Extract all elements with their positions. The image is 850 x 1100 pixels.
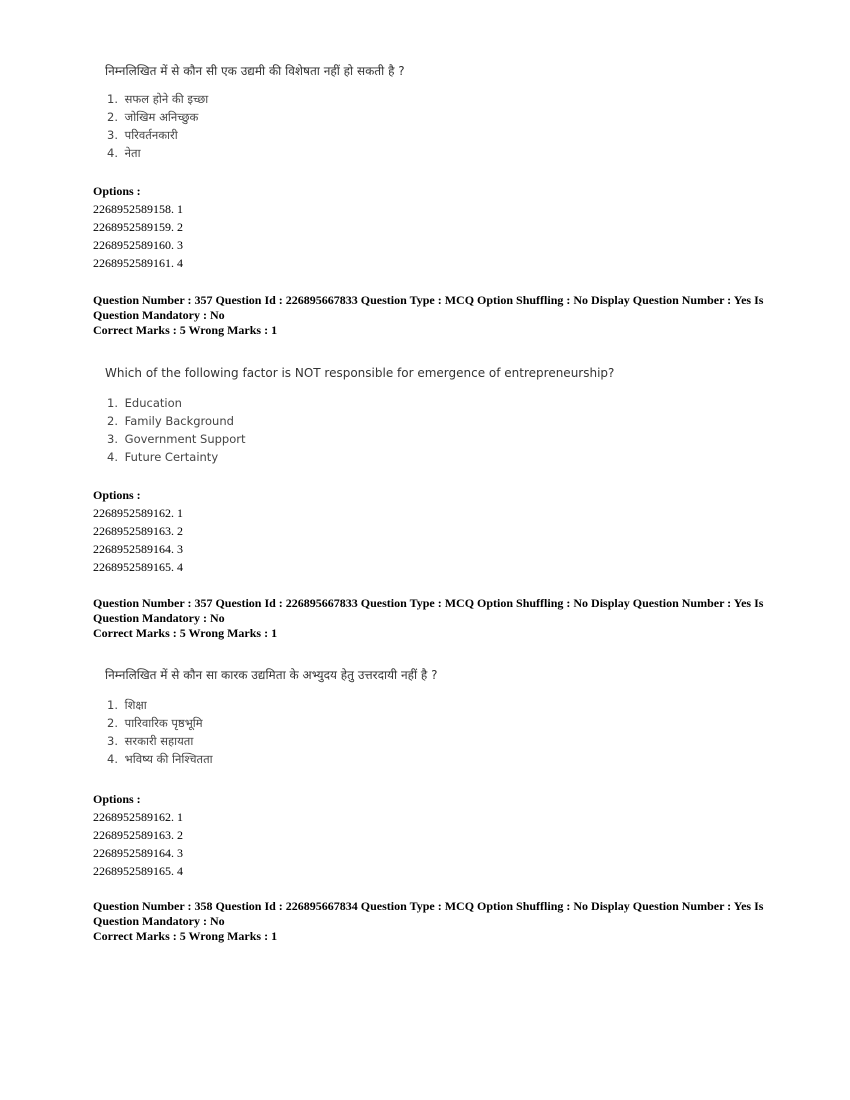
choice-item xyxy=(107,144,405,162)
choice-list xyxy=(107,696,437,768)
choice-list xyxy=(107,90,405,162)
meta-mandatory: Question Mandatory : No xyxy=(93,914,225,928)
choice-number: 2. xyxy=(107,110,118,124)
choice-item xyxy=(107,732,437,750)
choice-text: Family Background xyxy=(124,414,234,428)
question-block-2 xyxy=(93,364,614,576)
option-id: 2268952589160. 3 xyxy=(93,238,183,252)
choice-item xyxy=(107,714,437,732)
question-text: निम्नलिखित में से कौन सी एक उद्यमी की विशेषता नहीं हो सकती है ? xyxy=(105,64,405,78)
choice-number: 4. xyxy=(107,450,118,464)
choice-text: नेता xyxy=(124,146,141,160)
choice-number: 3. xyxy=(107,734,118,748)
choice-number: 4. xyxy=(107,146,118,160)
meta-marks: Correct Marks : 5 Wrong Marks : 1 xyxy=(93,929,278,943)
choice-number: 2. xyxy=(107,716,118,730)
meta-question-info: Question Number : 357 Question Id : 226895667833 Question Type : MCQ Option Shuffling : No Display Question Number : Yes Is xyxy=(93,596,764,610)
meta-question-info: Question Number : 357 Question Id : 226895667833 Question Type : MCQ Option Shuffling : No Display Question Number : Yes Is xyxy=(93,293,764,307)
choice-list xyxy=(107,394,614,466)
question-text: निम्नलिखित में से कौन सा कारक उद्यमिता के अभ्युदय हेतु उत्तरदायी नहीं है ? xyxy=(105,668,438,682)
option-id: 2268952589164. 3 xyxy=(93,542,183,556)
choice-text: भविष्य की निश्चितता xyxy=(124,752,213,766)
choice-text: सफल होने की इच्छा xyxy=(124,92,209,106)
choice-text: पारिवारिक पृष्ठभूमि xyxy=(124,716,203,730)
option-id: 2268952589164. 3 xyxy=(93,846,183,860)
choice-item xyxy=(107,430,614,448)
choice-item xyxy=(107,126,405,144)
meta-mandatory: Question Mandatory : No xyxy=(93,611,225,625)
choice-item xyxy=(107,448,614,466)
option-id: 2268952589163. 2 xyxy=(93,524,183,538)
choice-text: Future Certainty xyxy=(124,450,219,464)
options-label: Options : xyxy=(93,488,141,502)
option-id: 2268952589162. 1 xyxy=(93,506,183,520)
choice-item xyxy=(107,412,614,430)
question-meta-1 xyxy=(93,293,773,338)
meta-marks: Correct Marks : 5 Wrong Marks : 1 xyxy=(93,626,278,640)
choice-text: सरकारी सहायता xyxy=(124,734,194,748)
choice-text: परिवर्तनकारी xyxy=(124,128,178,142)
choice-text: जोखिम अनिच्छुक xyxy=(124,110,199,124)
meta-marks: Correct Marks : 5 Wrong Marks : 1 xyxy=(93,323,278,337)
choice-text: शिक्षा xyxy=(124,698,147,712)
question-block-1 xyxy=(93,62,405,272)
choice-item xyxy=(107,394,614,412)
choice-number: 4. xyxy=(107,752,118,766)
question-meta-2 xyxy=(93,596,773,641)
choice-item xyxy=(107,696,437,714)
option-id: 2268952589163. 2 xyxy=(93,828,183,842)
choice-text: Education xyxy=(124,396,182,410)
meta-question-info: Question Number : 358 Question Id : 226895667834 Question Type : MCQ Option Shuffling : No Display Question Number : Yes Is xyxy=(93,899,764,913)
choice-number: 1. xyxy=(107,698,118,712)
choice-number: 1. xyxy=(107,92,118,106)
choice-item xyxy=(107,90,405,108)
choice-number: 3. xyxy=(107,432,118,446)
option-id: 2268952589161. 4 xyxy=(93,256,183,270)
option-id: 2268952589165. 4 xyxy=(93,864,183,878)
choice-number: 3. xyxy=(107,128,118,142)
choice-item xyxy=(107,750,437,768)
option-id: 2268952589162. 1 xyxy=(93,810,183,824)
options-label: Options : xyxy=(93,184,141,198)
option-id: 2268952589159. 2 xyxy=(93,220,183,234)
meta-mandatory: Question Mandatory : No xyxy=(93,308,225,322)
choice-text: Government Support xyxy=(124,432,246,446)
question-text: Which of the following factor is NOT responsible for emergence of entrepreneurship? xyxy=(105,366,615,380)
option-id: 2268952589165. 4 xyxy=(93,560,183,574)
choice-item xyxy=(107,108,405,126)
options-label: Options : xyxy=(93,792,141,806)
question-block-3 xyxy=(93,666,437,880)
choice-number: 2. xyxy=(107,414,118,428)
option-id: 2268952589158. 1 xyxy=(93,202,183,216)
choice-number: 1. xyxy=(107,396,118,410)
question-meta-3 xyxy=(93,899,773,944)
